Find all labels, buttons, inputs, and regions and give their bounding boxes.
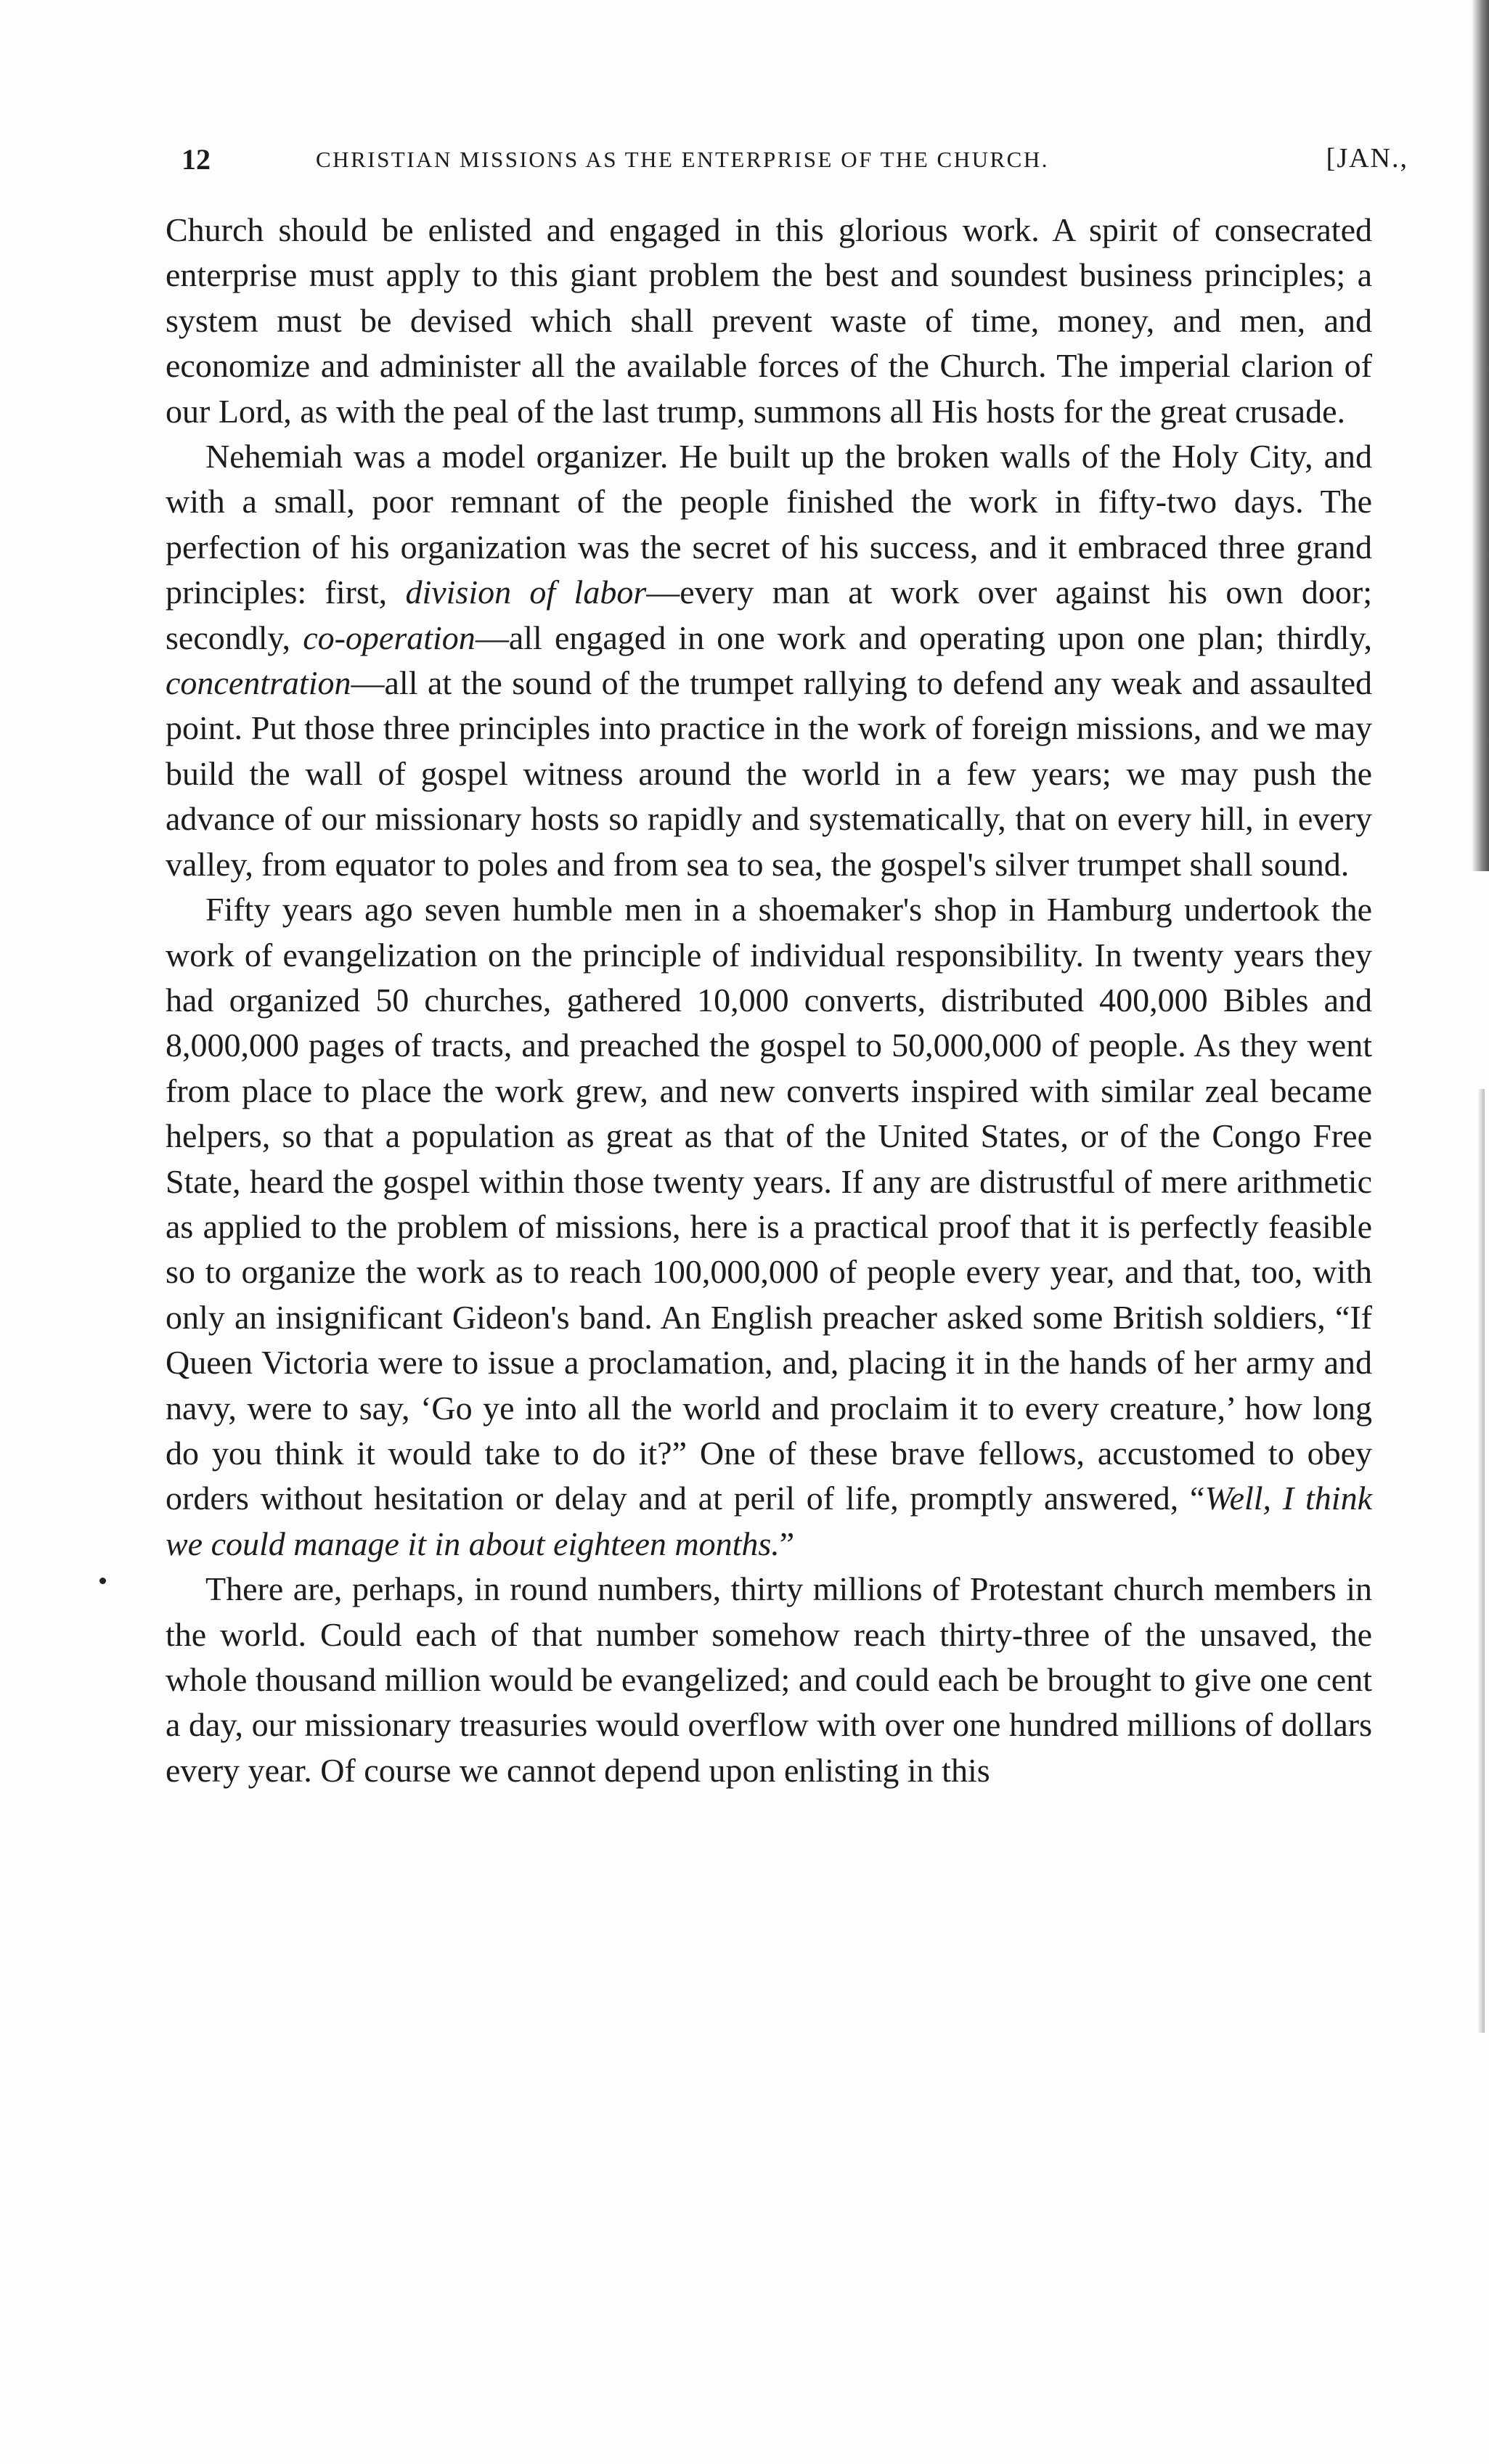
- italic-concentration: concentration: [166, 664, 351, 702]
- margin-speck: [99, 1578, 106, 1584]
- body-text: [166, 208, 1372, 1793]
- paragraph-4: There are, perhaps, in round numbers, thirty millions of Protestant church members in the world. Could each of that number somehow reach thirty-three of the unsaved, the whole thousand million would be evangelized; and could each be brought to give one cent a day, our missionary treasuries would overflow with over one hundred millions of dollars every year. Of course we cannot depend upon enlisting in this: [166, 1570, 1372, 1789]
- paragraph-2-part-a: Nehemiah was a model organizer. He built up the broken walls of the Holy City, and with a small, poor remnant of the people finished the work in fifty-two days. The perfection of his organization was the secret of his success, and it embraced three grand principles: first,: [166, 438, 1372, 611]
- paragraph-3-part-a: Fifty years ago seven humble men in a shoemaker's shop in Hamburg undertook the work of evangelization on the principle of individual responsibility. In twenty years they had organized 50 churches, gathered 10,000 converts, distributed 400,000 Bibles and 8,000,000 pages of tracts, and preached the gospel to 50,000,000 of people. As they went from place to place the work grew, and new converts inspired with similar zeal became helpers, so that a population as great as that of the United States, or of the Congo Free State, heard the gospel within those twenty years. If any are distrustful of mere arithmetic as applied to the problem of missions, here is a practical proof that it is perfectly feasible so to organize the work as to reach 100,000,000 of people every year, and that, too, with only an insignificant Gideon's band. An English preacher asked some British soldiers, “If Queen Victoria were to issue a proclamation, and, placing it in the hands of her army and navy, were to say, ‘Go ye into all the world and proclaim it to every creature,’ how long do you think it would take to do it?” One of these brave fellows, accustomed to obey orders without hesitation or delay and at peril of life, promptly answered, “: [166, 891, 1372, 1517]
- paragraph-2-part-c: —all engaged in one work and operating upon one plan; thirdly,: [475, 619, 1372, 656]
- running-title: CHRISTIAN MISSIONS AS THE ENTERPRISE OF THE CHURCH.: [316, 147, 1049, 172]
- italic-soldier-answer: Well, I think we could manage it in about eighteen months.: [166, 1480, 1372, 1562]
- issue-month: [JAN.,: [1326, 143, 1408, 174]
- paragraph-2-part-d: —all at the sound of the trumpet rallying to defend any weak and assaulted point. Put those three principles into practice in the work of foreign missions, and we may build the wall of gospel witness around the world in a few years; we may push the advance of our missionary hosts so rapidly and systematically, that on every hill, in every valley, from equator to poles and from sea to sea, the gospel's silver trumpet shall sound.: [166, 664, 1372, 883]
- paragraph-3: [166, 887, 1372, 1567]
- page-number: 12: [181, 143, 211, 176]
- paragraph-3-part-b: ”: [779, 1525, 795, 1562]
- paragraph-1: Church should be enlisted and engaged in this glorious work. A spirit of consecrated enterprise must apply to this giant problem the best and soundest business principles; a system must be devised which shall prevent waste of time, money, and men, and economize and administer all the available forces of the Church. The imperial clarion of our Lord, as with the peal of the last trump, summons all His hosts for the great crusade.: [166, 211, 1372, 430]
- running-header: [181, 142, 1408, 186]
- italic-division-of-labor: division of labor: [405, 574, 647, 611]
- scan-edge-shadow: [1472, 0, 1489, 871]
- scan-edge-shadow-lower: [1477, 1089, 1485, 2033]
- paragraph-2-part-b: —every man at work over against his own door; secondly,: [166, 574, 1372, 656]
- italic-co-operation: co-operation: [303, 619, 476, 656]
- paragraph-2: [166, 434, 1372, 887]
